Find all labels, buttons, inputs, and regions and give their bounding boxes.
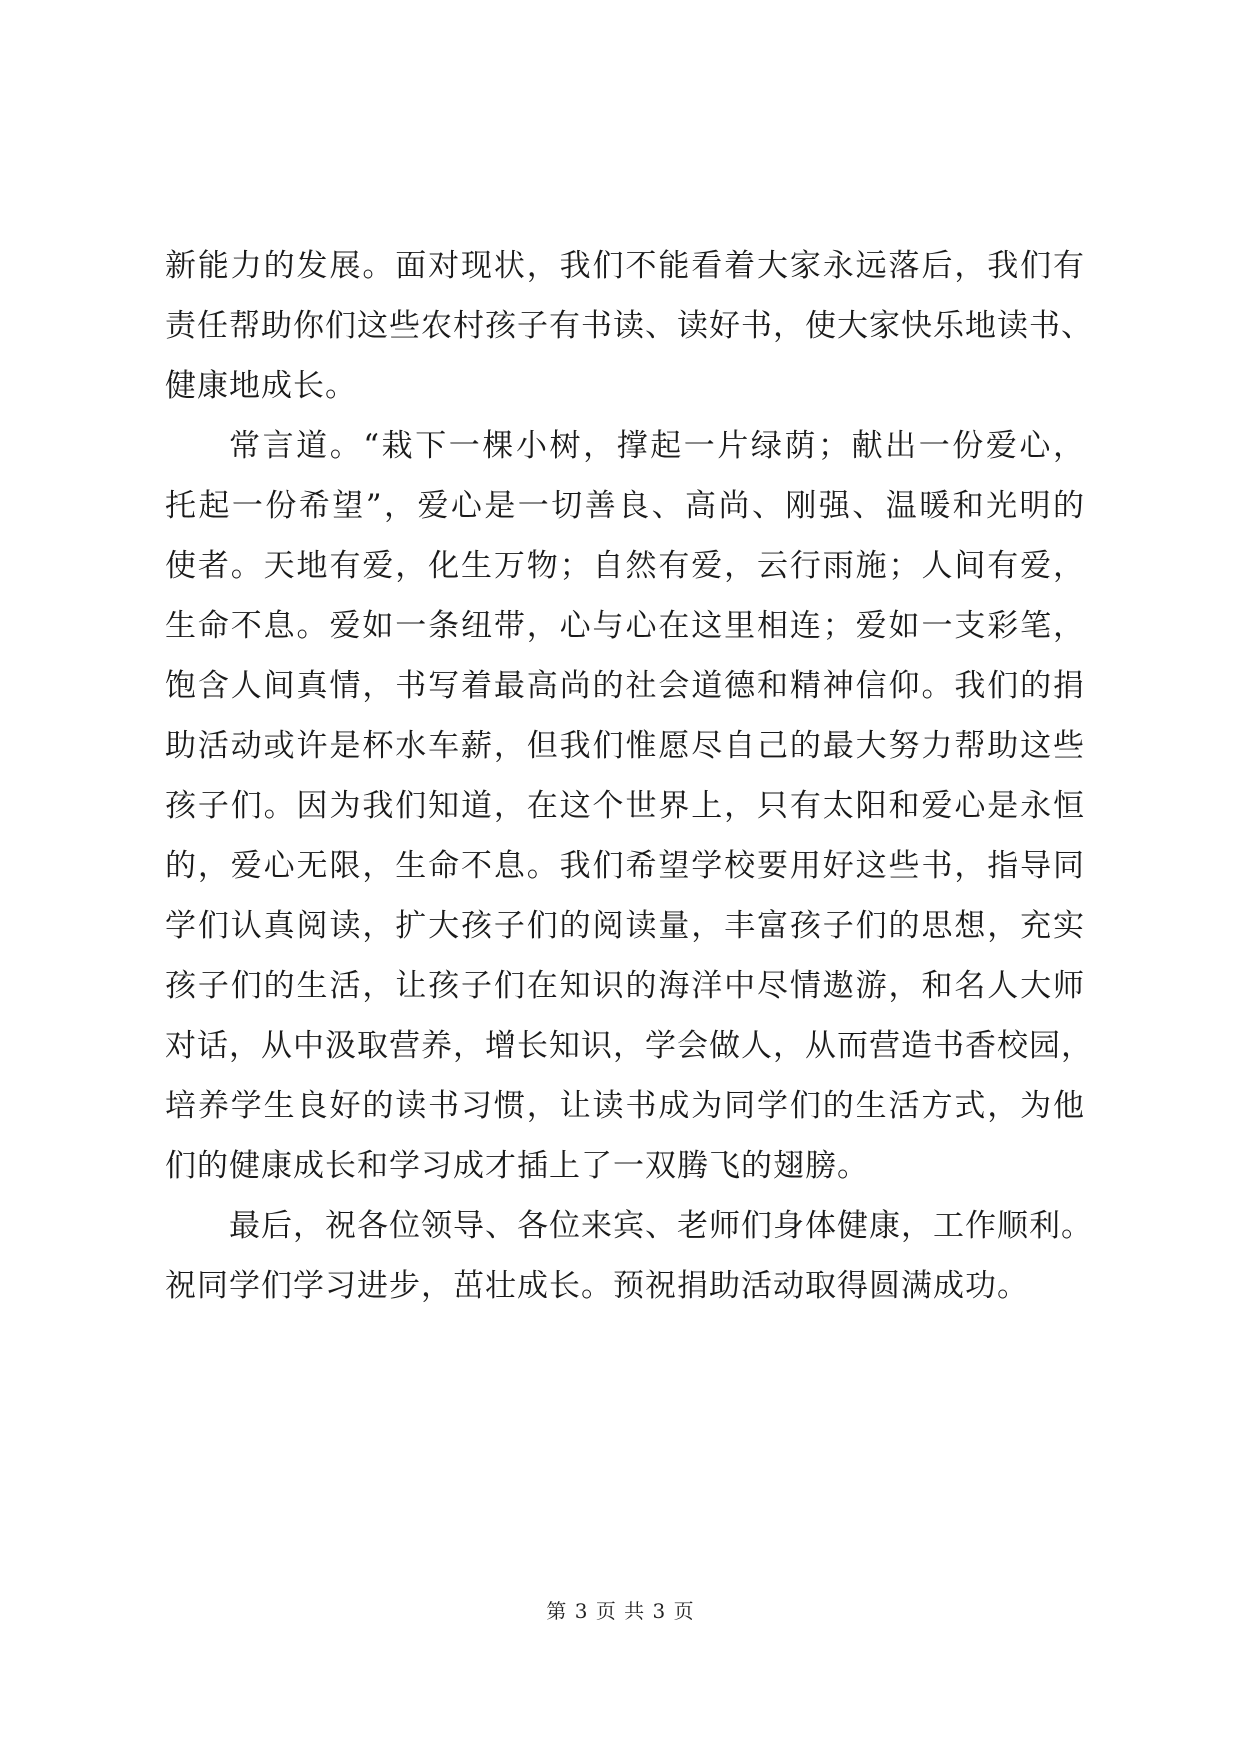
paragraph-2-line-13: 们的健康成长和学习成才插上了一双腾飞的翅膀。: [165, 1148, 869, 1184]
paragraph-2-line-8: 的，爱心无限，生命不息。我们希望学校要用好这些书，指导同: [165, 848, 1085, 884]
paragraph-2-line-9: 学们认真阅读，扩大孩子们的阅读量，丰富孩子们的思想，充实: [165, 908, 1085, 944]
paragraph-2-line-12: 培养学生良好的读书习惯，让读书成为同学们的生活方式，为他: [165, 1088, 1085, 1124]
paragraph-2-line-5: 饱含人间真情，书写着最高尚的社会道德和精神信仰。我们的捐: [165, 668, 1085, 704]
paragraph-2-line-3: 使者。天地有爱，化生万物；自然有爱，云行雨施；人间有爱，: [165, 548, 1085, 584]
paragraph-1-line-1: 新能力的发展。面对现状，我们不能看着大家永远落后，我们有: [165, 248, 1085, 284]
page-number-footer: 第 3 页 共 3 页: [546, 1599, 695, 1623]
paragraph-3-line-1: 最后，祝各位领导、各位来宾、老师们身体健康，工作顺利。: [229, 1208, 1093, 1244]
paragraph-2-line-6: 助活动或许是杯水车薪，但我们惟愿尽自己的最大努力帮助这些: [165, 728, 1085, 764]
paragraph-2-line-2: 托起一份希望”，爱心是一切善良、高尚、刚强、温暖和光明的: [165, 488, 1085, 524]
paragraph-2-line-1: 常言道。“栽下一棵小树，撑起一片绿荫；献出一份爱心，: [229, 428, 1085, 464]
paragraph-1-line-2: 责任帮助你们这些农村孩子有书读、读好书，使大家快乐地读书、: [165, 308, 1093, 344]
paragraph-2-line-7: 孩子们。因为我们知道，在这个世界上，只有太阳和爱心是永恒: [165, 788, 1085, 824]
document-body: [165, 236, 1093, 1316]
paragraph-2-line-10: 孩子们的生活，让孩子们在知识的海洋中尽情遨游，和名人大师: [165, 968, 1085, 1004]
paragraph-2-line-4: 生命不息。爱如一条纽带，心与心在这里相连；爱如一支彩笔，: [165, 608, 1085, 644]
paragraph-1-line-3: 健康地成长。: [165, 368, 357, 404]
paragraph-3-line-2: 祝同学们学习进步，茁壮成长。预祝捐助活动取得圆满成功。: [165, 1268, 1029, 1304]
paragraph-2-line-11: 对话，从中汲取营养，增长知识，学会做人，从而营造书香校园，: [165, 1028, 1093, 1064]
